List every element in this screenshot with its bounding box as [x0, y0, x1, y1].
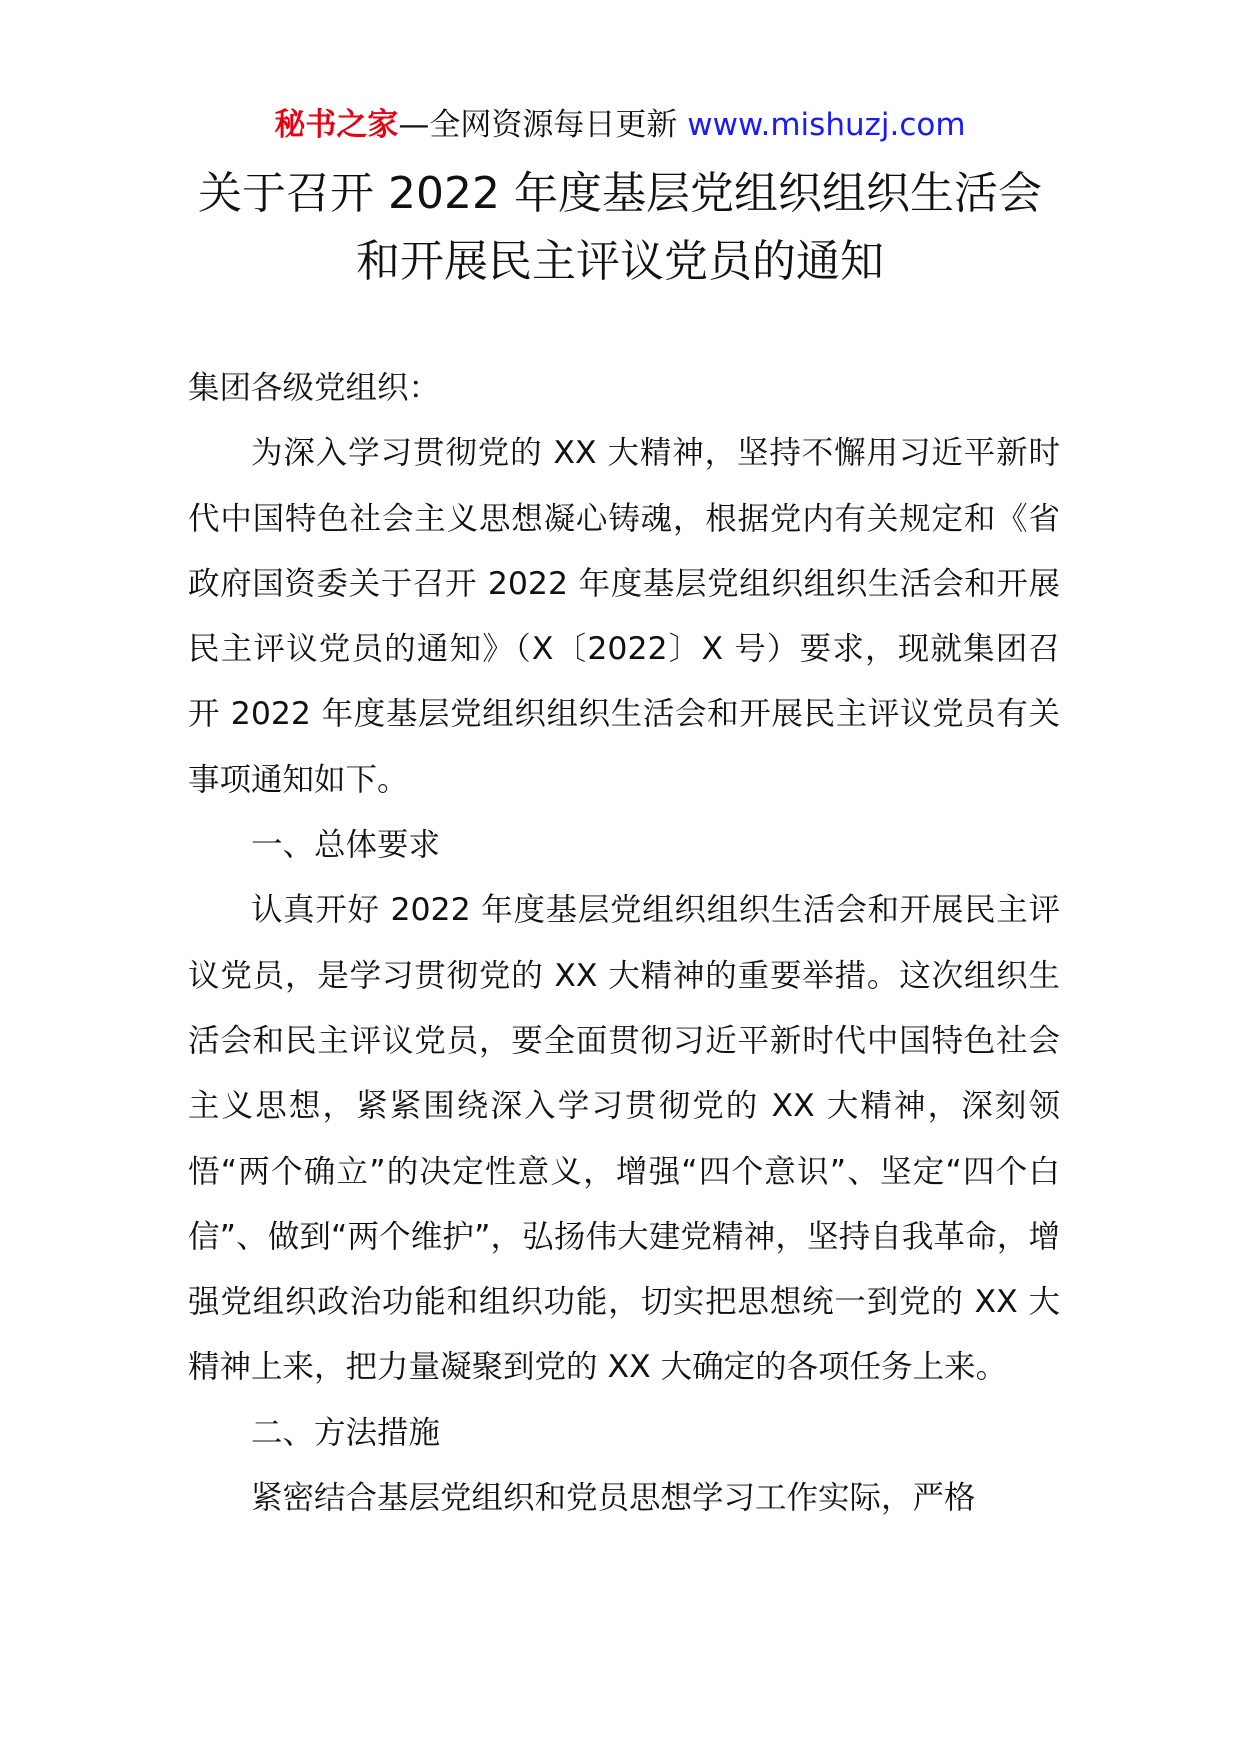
title-line-1: 关于召开 2022 年度基层党组织组织生活会 — [198, 168, 1042, 219]
section-1-paragraph: 认真开好 2022 年度基层党组织组织生活会和开展民主评议党员，是学习贯彻党的 XX 大精神的重要举措。这次组织生活会和民主评议党员，要全面贯彻习近平新时代中国特色社会主义思想，紧紧围绕深入学习贯彻党的 XX 大精神，深刻领悟“两个确立”的决定性意义，增强“四个意识”、坚定“四个白信”、做到“两个维护”，弘扬伟大建党精神，坚持自我革命，增强党组织政治功能和组织功能，切实把思想统一到党的 XX 大精神上来，把力量凝聚到党的 XX 大确定的各项任务上来。 — [188, 892, 1060, 1386]
site-header — [0, 100, 1240, 150]
intro-paragraph: 为深入学习贯彻党的 XX 大精神，坚持不懈用习近平新时代中国特色社会主义思想凝心铸魂，根据党内有关规定和《省政府国资委关于召开 2022 年度基层党组织组织生活会和开展民主评议党员的通知》（X〔2022〕X 号）要求，现就集团召开 2022 年度基层党组织组织生活会和开展民主评议党员有关事项通知如下。 — [188, 435, 1060, 798]
section-1-heading: 一、总体要求 — [251, 827, 441, 864]
salutation: 集团各级党组织： — [188, 370, 441, 406]
section-2-paragraph: 紧密结合基层党组织和党员思想学习工作实际，严格 — [251, 1480, 976, 1517]
document-title — [150, 160, 1090, 296]
section-2-heading: 二、方法措施 — [251, 1414, 441, 1451]
document-body — [188, 356, 1060, 1531]
brand-name: 秘书之家 — [274, 107, 399, 143]
site-url[interactable]: www.mishuzj.com — [687, 107, 966, 143]
site-slogan: —全网资源每日更新 — [398, 107, 688, 143]
title-line-2: 和开展民主评议党员的通知 — [356, 236, 884, 287]
